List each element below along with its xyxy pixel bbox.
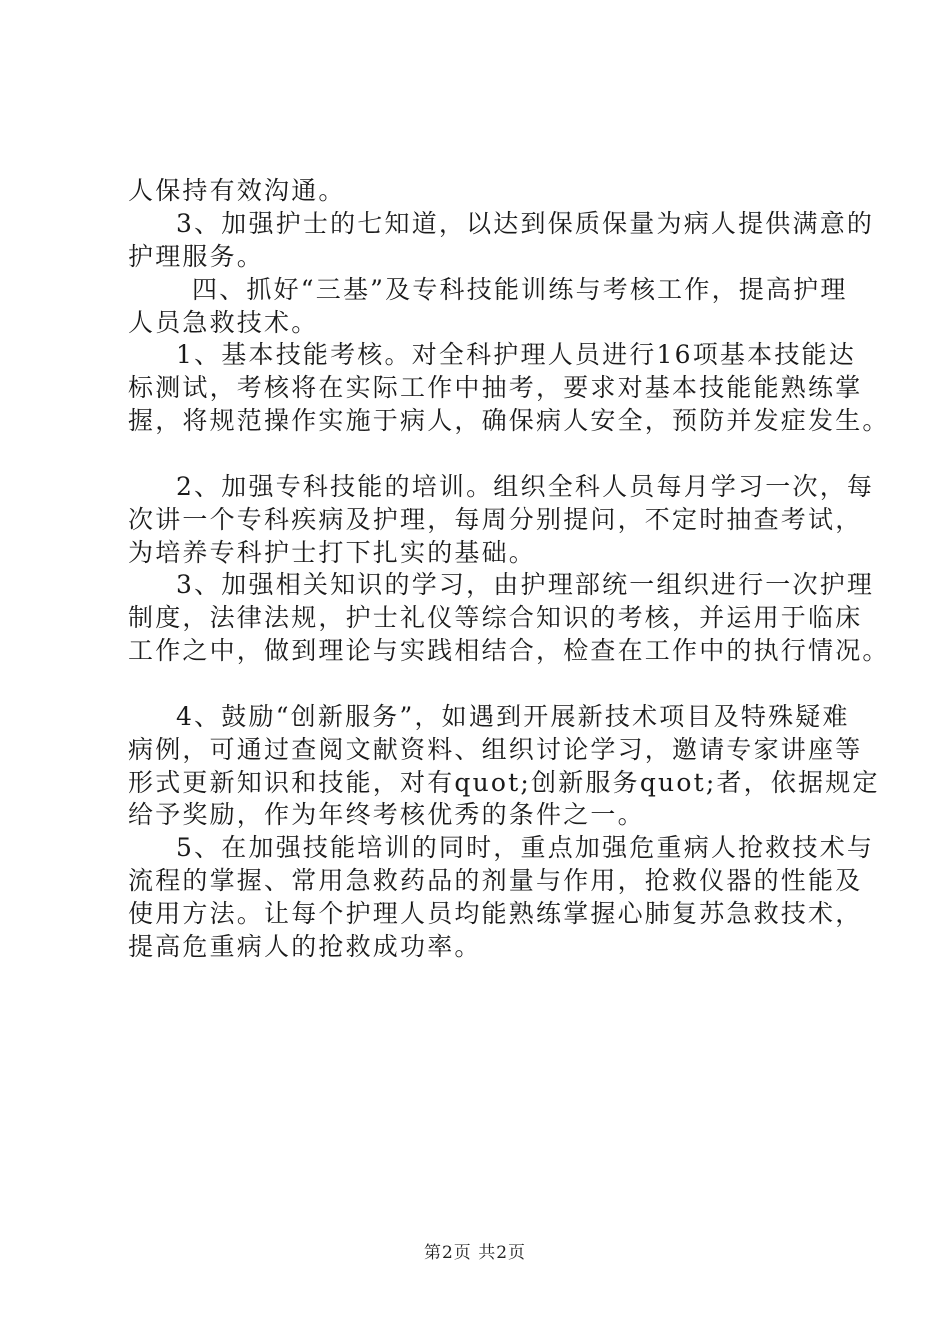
- text-line: 3、加强相关知识的学习，由护理部统一组织进行一次护理: [176, 570, 875, 599]
- text-line: 2、加强专科技能的培训。组织全科人员每月学习一次，每: [176, 472, 875, 501]
- section-heading: 四、抓好“三基”及专科技能训练与考核工作，提高护理: [192, 275, 848, 304]
- text-line: 给予奖励，作为年终考核优秀的条件之一。: [128, 800, 645, 829]
- text-line: 3、加强护士的七知道，以达到保质保量为病人提供满意的: [176, 209, 875, 238]
- text-line: 制度，法律法规，护士礼仪等综合知识的考核，并运用于临床: [128, 603, 863, 632]
- text-line: 形式更新知识和技能，对有quot;创新服务quot;者，依据规定: [128, 768, 880, 797]
- text-line: 1、基本技能考核。对全科护理人员进行16项基本技能达: [176, 340, 856, 369]
- section-heading: 人员急救技术。: [128, 308, 319, 337]
- text-line: 为培养专科护士打下扎实的基础。: [128, 538, 537, 567]
- text-line: 工作之中，做到理论与实践相结合，检查在工作中的执行情况。: [128, 636, 890, 665]
- text-line: 人保持有效沟通。: [128, 176, 346, 205]
- text-line: 提高危重病人的抢救成功率。: [128, 932, 482, 961]
- text-line: 5、在加强技能培训的同时，重点加强危重病人抢救技术与: [176, 833, 875, 862]
- text-line: 使用方法。让每个护理人员均能熟练掌握心肺复苏急救技术，: [128, 899, 863, 928]
- text-line: 流程的掌握、常用急救药品的剂量与作用，抢救仪器的性能及: [128, 866, 863, 895]
- text-line: 护理服务。: [128, 242, 265, 271]
- text-line: 标测试，考核将在实际工作中抽考，要求对基本技能能熟练掌: [128, 373, 863, 402]
- text-line: 握，将规范操作实施于病人，确保病人安全，预防并发症发生。: [128, 406, 890, 435]
- text-line: 病例，可通过查阅文献资料、组织讨论学习，邀请专家讲座等: [128, 735, 863, 764]
- text-line: 4、鼓励“创新服务”，如遇到开展新技术项目及特殊疑难: [176, 702, 850, 731]
- text-line: 次讲一个专科疾病及护理，每周分别提问，不定时抽查考试，: [128, 505, 863, 534]
- page-number-footer: 第2页 共2页: [423, 1243, 527, 1263]
